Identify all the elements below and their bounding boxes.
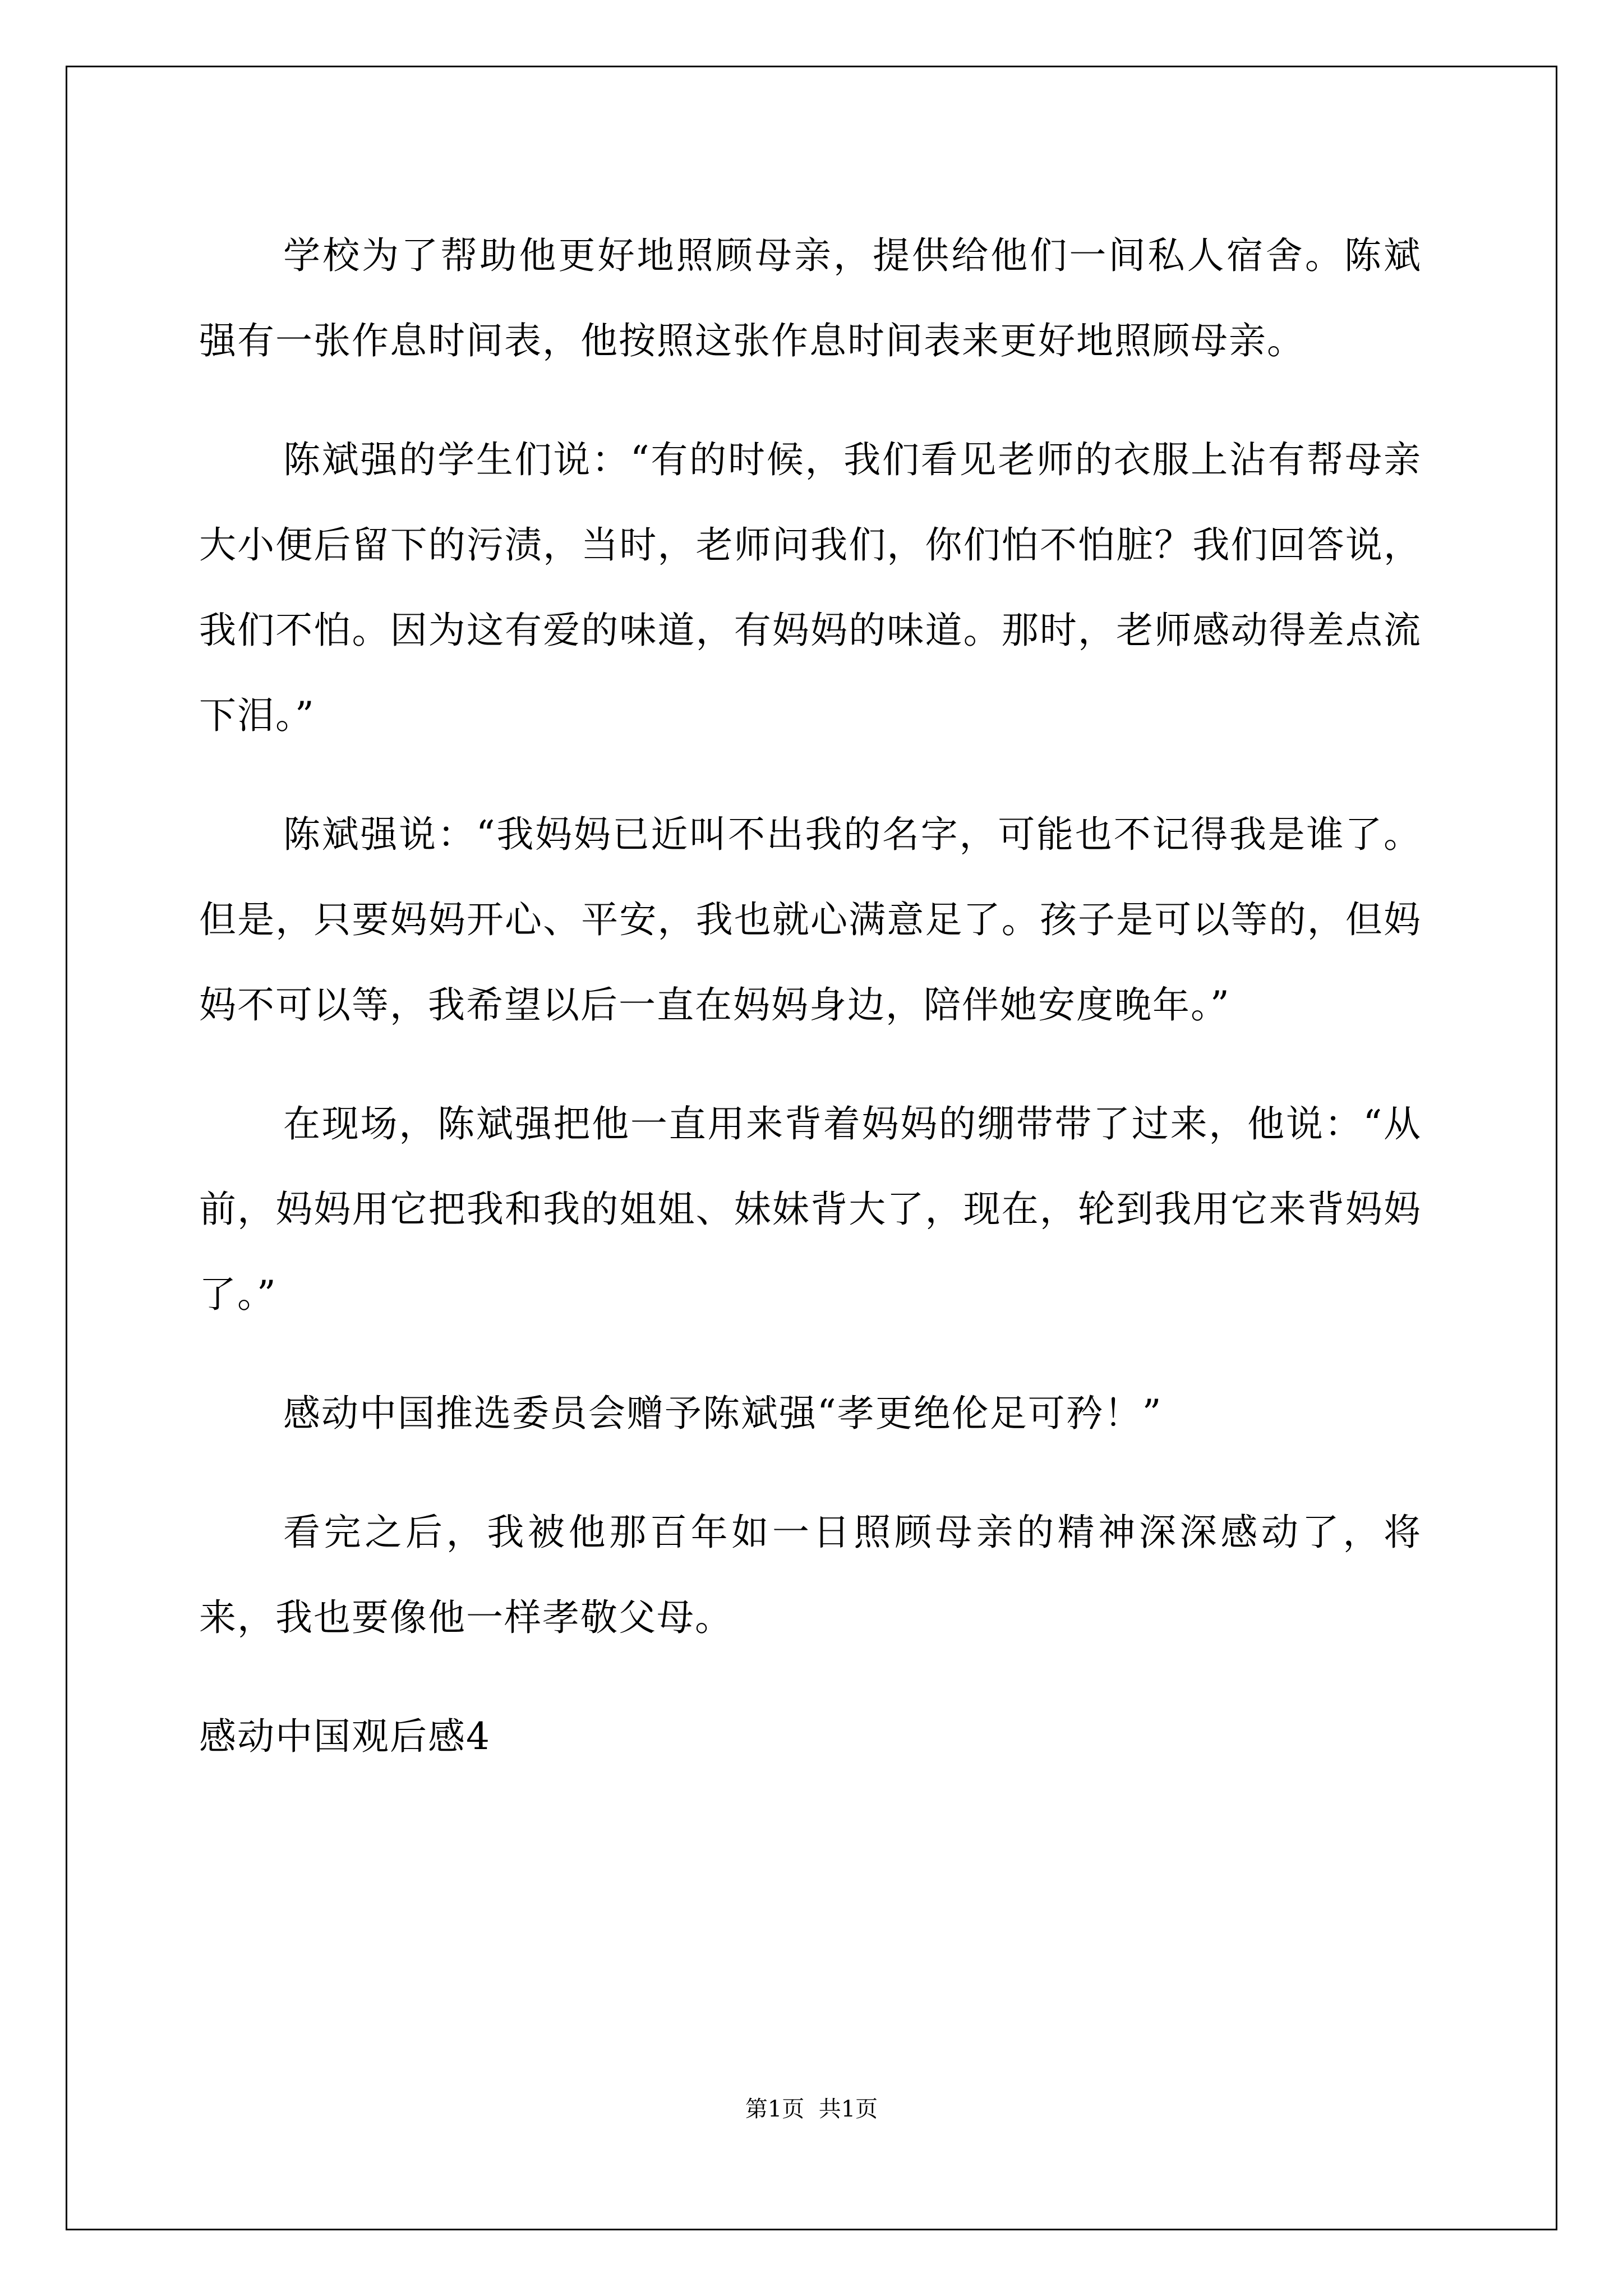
paragraph-2: 陈斌强的学生们说：“有的时候，我们看见老师的衣服上沾有帮母亲大小便后留下的污渍，当时，老师问我们，你们怕不怕脏？我们回答说，我们不怕。因为这有爱的味道，有妈妈的味道。那时，老师感动得差点流下泪。” bbox=[199, 438, 1422, 737]
page-footer: 第1页 共1页 bbox=[745, 2096, 878, 2122]
paragraph-5: 感动中国推选委员会赠予陈斌强“孝更绝伦足可矜！” bbox=[283, 1392, 1163, 1435]
paragraph-3: 陈斌强说：“我妈妈已近叫不出我的名字，可能也不记得我是谁了。但是，只要妈妈开心、平安，我也就心满意足了。孩子是可以等的，但妈妈不可以等，我希望以后一直在妈妈身边，陪伴她安度晚年。” bbox=[199, 813, 1422, 1027]
document-body bbox=[199, 213, 1422, 1779]
paragraph-4: 在现场，陈斌强把他一直用来背着妈妈的绷带带了过来，他说：“从前，妈妈用它把我和我的姐姐、妹妹背大了，现在，轮到我用它来背妈妈了。” bbox=[199, 1102, 1422, 1316]
section-heading: 感动中国观后感4 bbox=[199, 1715, 491, 1758]
paragraph-6: 看完之后，我被他那百年如一日照顾母亲的精神深深感动了，将来，我也要像他一样孝敬父母。 bbox=[199, 1511, 1422, 1639]
paragraph-1: 学校为了帮助他更好地照顾母亲，提供给他们一间私人宿舍。陈斌强有一张作息时间表，他按照这张作息时间表来更好地照顾母亲。 bbox=[199, 234, 1422, 362]
